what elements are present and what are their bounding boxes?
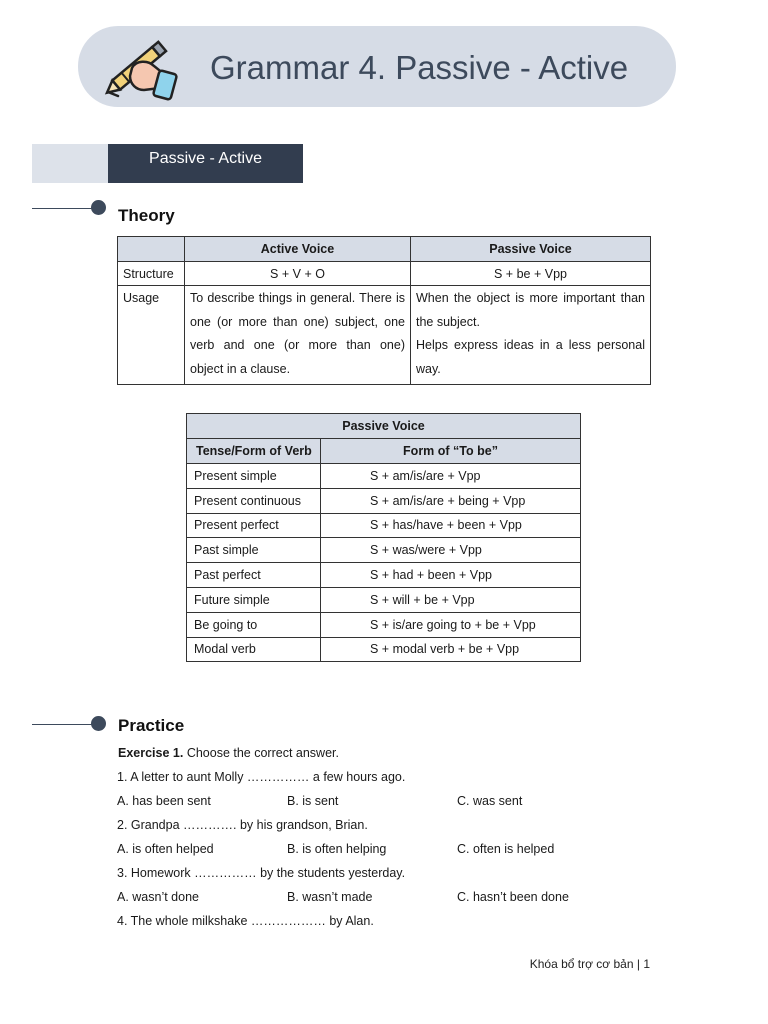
q1-option-c: C. was sent bbox=[457, 794, 523, 808]
q2-option-c: C. often is helped bbox=[457, 842, 555, 856]
practice-heading: Practice bbox=[118, 716, 185, 735]
page-title: Grammar 4. Passive - Active bbox=[210, 49, 629, 86]
theory-heading: Theory bbox=[118, 206, 175, 225]
tense-cell: Present simple bbox=[187, 464, 321, 489]
table-row bbox=[187, 612, 581, 637]
exercise-label: Exercise 1. bbox=[118, 746, 184, 760]
form-cell: S + am/is/are + Vpp bbox=[321, 464, 581, 489]
form-cell: S + modal verb + be + Vpp bbox=[321, 637, 581, 662]
page-footer: Khóa bổ trợ cơ bản | 1 bbox=[529, 957, 650, 971]
table-row bbox=[187, 538, 581, 563]
tense-cell: Past simple bbox=[187, 538, 321, 563]
question-2: 2. Grandpa …………. by his grandson, Brian. bbox=[117, 818, 368, 832]
usage-passive-line-1: When the object is more important than the subject. bbox=[416, 291, 645, 329]
q1-option-a: A. has been sent bbox=[117, 794, 211, 808]
table-row bbox=[187, 513, 581, 538]
structure-passive: S + be + Vpp bbox=[411, 262, 651, 286]
hand-writing-pencil-icon bbox=[102, 30, 182, 102]
practice-heading-dot bbox=[91, 716, 106, 731]
section-tag-accent bbox=[32, 144, 110, 183]
q3-option-b: B. wasn’t made bbox=[287, 890, 373, 904]
question-3: 3. Homework …………… by the students yesterday. bbox=[117, 866, 406, 880]
theory-row-structure bbox=[118, 262, 651, 286]
structure-active: S + V + O bbox=[185, 262, 411, 286]
form-cell: S + am/is/are + being + Vpp bbox=[321, 488, 581, 513]
theory-heading-dot bbox=[91, 200, 106, 215]
section-tag: Passive - Active bbox=[108, 144, 303, 183]
table-row bbox=[187, 488, 581, 513]
form-cell: S + is/are going to + be + Vpp bbox=[321, 612, 581, 637]
structure-label: Structure bbox=[118, 262, 185, 286]
q1-option-b: B. is sent bbox=[287, 794, 339, 808]
tense-cell: Future simple bbox=[187, 587, 321, 612]
tense-cell: Present continuous bbox=[187, 488, 321, 513]
passive-table-title: Passive Voice bbox=[187, 414, 581, 439]
passive-voice-table bbox=[186, 413, 581, 662]
table-row bbox=[187, 464, 581, 489]
passive-header-tense: Tense/Form of Verb bbox=[187, 439, 321, 464]
theory-heading-line bbox=[32, 208, 94, 209]
question-4: 4. The whole milkshake ……………… by Alan. bbox=[117, 914, 374, 928]
passive-header-form: Form of “To be” bbox=[321, 439, 581, 464]
exercise-instruction bbox=[118, 746, 339, 760]
passive-table-title-row bbox=[187, 414, 581, 439]
theory-header-passive: Passive Voice bbox=[411, 237, 651, 262]
tense-cell: Be going to bbox=[187, 612, 321, 637]
usage-passive-line-2: Helps express ideas in a less personal way. bbox=[416, 338, 645, 377]
usage-active: To describe things in general. There is one (or more than one) subject, one verb and one (or more than one) object in a clause. bbox=[185, 286, 411, 385]
usage-passive bbox=[411, 286, 651, 385]
q3-option-c: C. hasn’t been done bbox=[457, 890, 569, 904]
tense-cell: Modal verb bbox=[187, 637, 321, 662]
table-row bbox=[187, 637, 581, 662]
table-row bbox=[187, 587, 581, 612]
tense-cell: Present perfect bbox=[187, 513, 321, 538]
exercise-text: Choose the correct answer. bbox=[183, 746, 339, 760]
form-cell: S + had + been + Vpp bbox=[321, 563, 581, 588]
form-cell: S + was/were + Vpp bbox=[321, 538, 581, 563]
tense-cell: Past perfect bbox=[187, 563, 321, 588]
q3-option-a: A. wasn’t done bbox=[117, 890, 199, 904]
theory-table-header-row bbox=[118, 237, 651, 262]
theory-row-usage bbox=[118, 286, 651, 385]
question-1: 1. A letter to aunt Molly …………… a few hours ago. bbox=[117, 770, 406, 784]
table-row bbox=[187, 563, 581, 588]
practice-heading-line bbox=[32, 724, 94, 725]
usage-label: Usage bbox=[118, 286, 185, 385]
theory-header-active: Active Voice bbox=[185, 237, 411, 262]
passive-table-header-row bbox=[187, 439, 581, 464]
form-cell: S + has/have + been + Vpp bbox=[321, 513, 581, 538]
q2-option-b: B. is often helping bbox=[287, 842, 387, 856]
theory-table bbox=[117, 236, 651, 385]
q2-option-a: A. is often helped bbox=[117, 842, 214, 856]
theory-header-empty bbox=[118, 237, 185, 262]
form-cell: S + will + be + Vpp bbox=[321, 587, 581, 612]
